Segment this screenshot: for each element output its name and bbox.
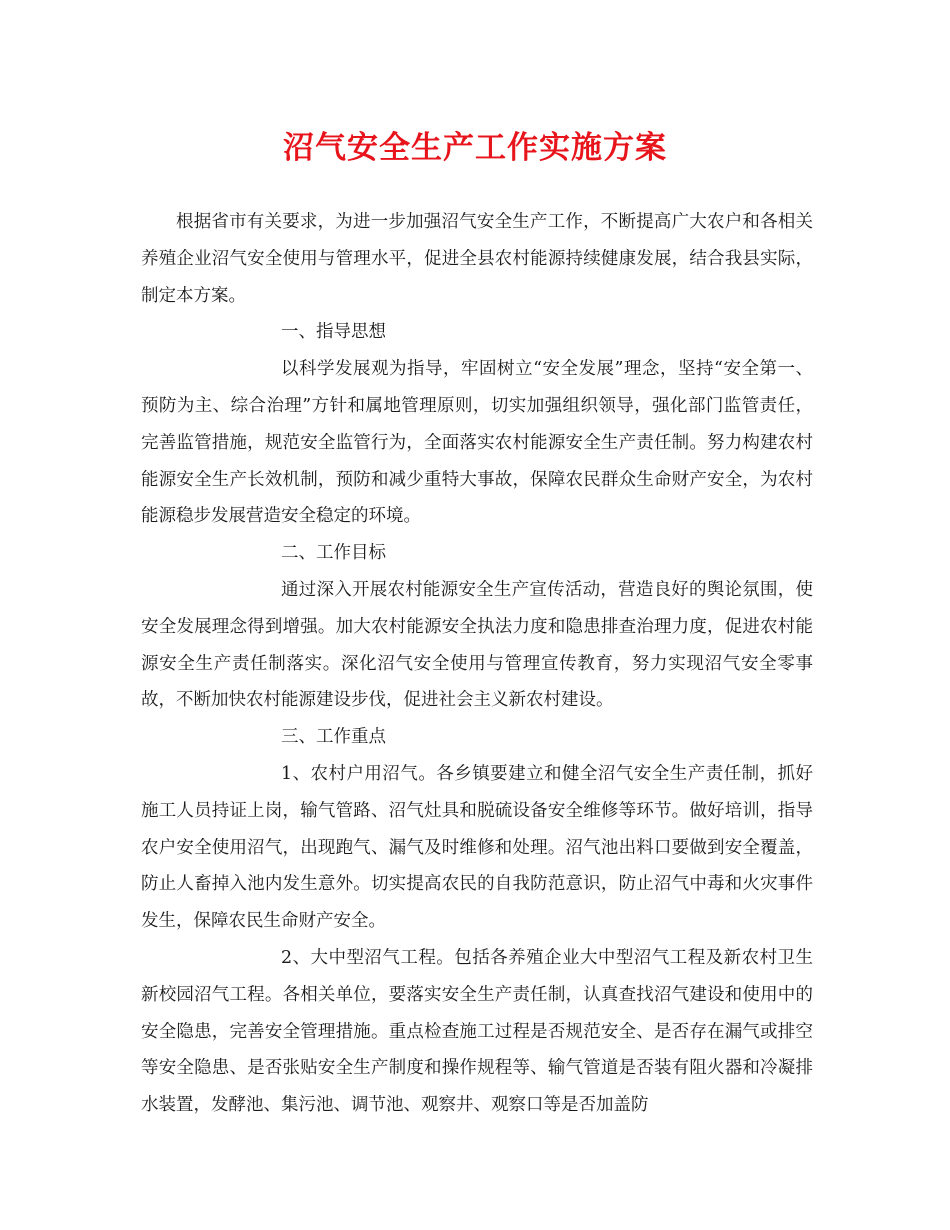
document-body [141,204,813,1124]
section-heading-work-focus: 三、工作重点 [281,727,386,748]
section-paragraph: 2、大中型沼气工程。包括各养殖企业大中型沼气工程及新农村卫生新校园沼气工程。各相关单位，要落实安全生产责任制，认真查找沼气建设和使用中的安全隐患，完善安全管理措施。重点检查施工过程是否规范安全、是否存在漏气或排空等安全隐患、是否张贴安全生产制度和操作规程等、输气管道是否装有阻火器和冷凝排水装置，发酵池、集污池、调节池、观察井、观察口等是否加盖防 [141,947,813,1116]
intro-paragraph: 根据省市有关要求，为进一步加强沼气安全生产工作，不断提高广大农户和各相关养殖企业沼气安全使用与管理水平，促进全县农村能源持续健康发展，结合我县实际，制定本方案。 [141,212,813,306]
document-title: 沼气安全生产工作实施方案 [283,130,667,166]
section-paragraph: 通过深入开展农村能源安全生产宣传活动，营造良好的舆论氛围，使安全发展理念得到增强。加大农村能源安全执法力度和隐患排查治理力度，促进农村能源安全生产责任制落实。深化沼气安全使用与管理宣传教育，努力实现沼气安全零事故，不断加快农村能源建设步伐，促进社会主义新农村建设。 [141,579,813,711]
section-heading-guiding-ideology: 一、指导思想 [281,322,386,343]
section-paragraph: 1、农村户用沼气。各乡镇要建立和健全沼气安全生产责任制，抓好施工人员持证上岗，输气管路、沼气灶具和脱硫设备安全维修等环节。做好培训，指导农户安全使用沼气，出现跑气、漏气及时维修和处理。沼气池出料口要做到安全覆盖，防止人畜掉入池内发生意外。切实提高农民的自我防范意识，防止沼气中毒和火灾事件发生，保障农民生命财产安全。 [141,763,813,932]
section-heading-work-goals: 二、工作目标 [281,543,386,564]
section-paragraph: 以科学发展观为指导，牢固树立“安全发展”理念，坚持“安全第一、预防为主、综合治理”方针和属地管理原则，切实加强组织领导，强化部门监管责任，完善监管措施，规范安全监管行为，全面落实农村能源安全生产责任制。努力构建农村能源安全生产长效机制，预防和减少重特大事故，保障农民群众生命财产安全，为农村能源稳步发展营造安全稳定的环境。 [141,359,813,527]
